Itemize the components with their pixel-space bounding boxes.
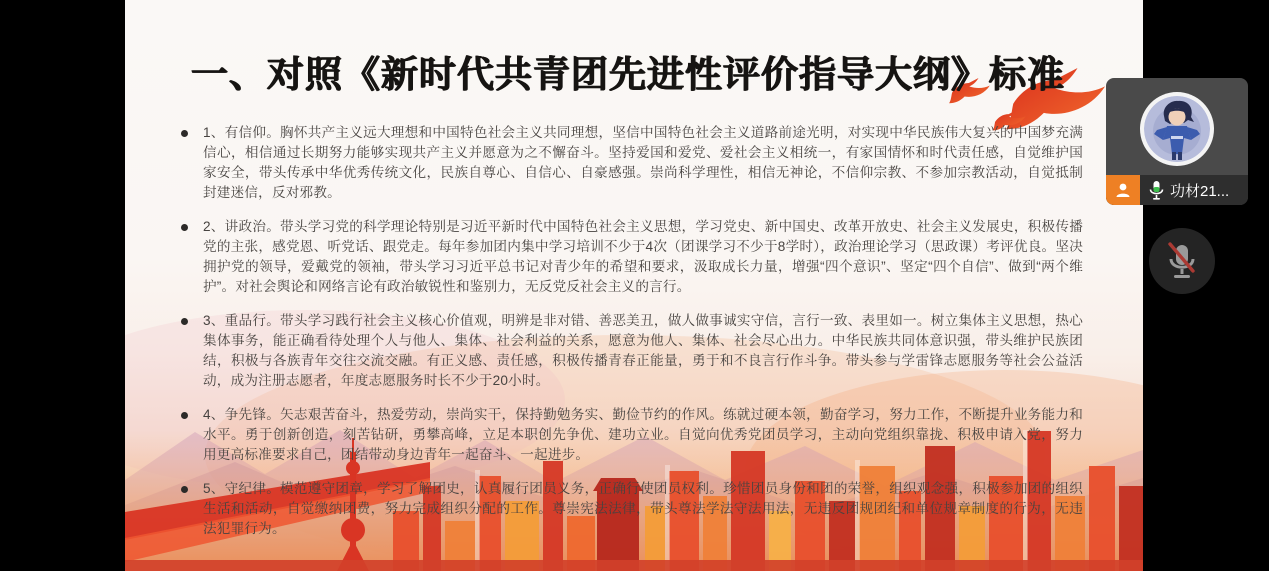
participant-info-bar bbox=[1106, 175, 1248, 205]
participant-video-tile[interactable] bbox=[1106, 78, 1248, 205]
bullet-text: 5、守纪律。模范遵守团章，学习了解团史，认真履行团员义务，正确行使团员权利。珍惜团员身份和团的荣誉，组织观念强，积极参加团的组织生活和活动，自觉缴纳团费，努力完成组织分配的工作。尊崇宪法法律，带头尊法学法守法用法，无违反团规团纪和单位规章制度的行为，无违法犯罪行为。 bbox=[203, 481, 1083, 536]
bullet-text: 4、争先锋。矢志艰苦奋斗，热爱劳动，崇尚实干，保持勤勉务实、勤俭节约的作风。练就过硬本领，勤奋学习，努力工作，不断提升业务能力和水平。勇于创新创造，刻苦钻研，勇攀高峰，立足本职创先争优、建功立业。自觉向优秀党团员学习，主动向党组织靠拢、积极申请入党，努力用更高标准要求自己，团结带动身边青年一起奋斗、一起进步。 bbox=[203, 407, 1083, 462]
slide-title: 一、对照《新时代共青团先进性评价指导大纲》标准 bbox=[191, 54, 1065, 95]
bullet-text: 3、重品行。带头学习践行社会主义核心价值观，明辨是非对错、善恶美丑，做人做事诚实守信，言行一致、表里如一。树立集体主义思想，热心集体事务，能正确看待处理个人与他人、集体、社会利益的关系，愿意为他人、集体、社会尽心出力。中华民族共同体意识强，带头维护民族团结，积极与各族青年交往交流交融。有正义感、责任感，积极传播青春正能量，勇于和不良言行作斗争。带头参与学雷锋志愿服务等社会公益活动，成为注册志愿者，年度志愿服务时长不少于20小时。 bbox=[203, 313, 1083, 388]
bullet-dot-icon bbox=[181, 486, 188, 493]
bullet-dot-icon bbox=[181, 412, 188, 419]
avatar bbox=[1140, 92, 1214, 166]
bullet-dot-icon bbox=[181, 318, 188, 325]
list-item bbox=[181, 479, 1083, 539]
bullet-text: 2、讲政治。带头学习党的科学理论特别是习近平新时代中国特色社会主义思想，学习党史、新中国史、改革开放史、社会主义发展史，积极传播党的主张，感党恩、听党话、跟党走。每年参加团内集中学习培训不少于4次（团课学习不少于8学时），政治理论学习（思政课）考评优良。坚决拥护党的领导，爱戴党的领袖，带头学习习近平总书记对青少年的希望和要求，汲取成长力量，增强“四个意识”、坚定“四个自信”、做到“两个维护”。对社会舆论和网络言论有政治敏锐性和鉴别力，无反党反社会主义的言行。 bbox=[203, 219, 1083, 294]
mute-button[interactable] bbox=[1149, 228, 1215, 294]
mic-on-icon bbox=[1149, 180, 1164, 200]
bullet-text: 1、有信仰。胸怀共产主义远大理想和中国特色社会主义共同理想，坚信中国特色社会主义道路前途光明，对实现中华民族伟大复兴的中国梦充满信心，相信通过长期努力能够实现共产主义并愿意为之不懈奋斗。坚持爱国和爱党、爱社会主义相统一，有家国情怀和时代责任感，自觉维护国家安全，带头传承中华优秀传统文化，民族自尊心、自信心、自豪感强。崇尚科学理性，相信无神论，不信仰宗教、不参加宗教活动，自觉抵制封建迷信，反对邪教。 bbox=[203, 125, 1083, 200]
bullet-dot-icon bbox=[181, 130, 188, 137]
person-icon bbox=[1106, 175, 1140, 205]
bullet-dot-icon bbox=[181, 224, 188, 231]
mic-muted-icon bbox=[1165, 241, 1199, 281]
list-item bbox=[181, 123, 1083, 203]
list-item bbox=[181, 217, 1083, 297]
list-item bbox=[181, 405, 1083, 465]
shared-slide bbox=[125, 0, 1143, 571]
participant-name: 功材21... bbox=[1170, 182, 1230, 200]
list-item bbox=[181, 311, 1083, 391]
slide-bullet-list bbox=[181, 123, 1083, 553]
